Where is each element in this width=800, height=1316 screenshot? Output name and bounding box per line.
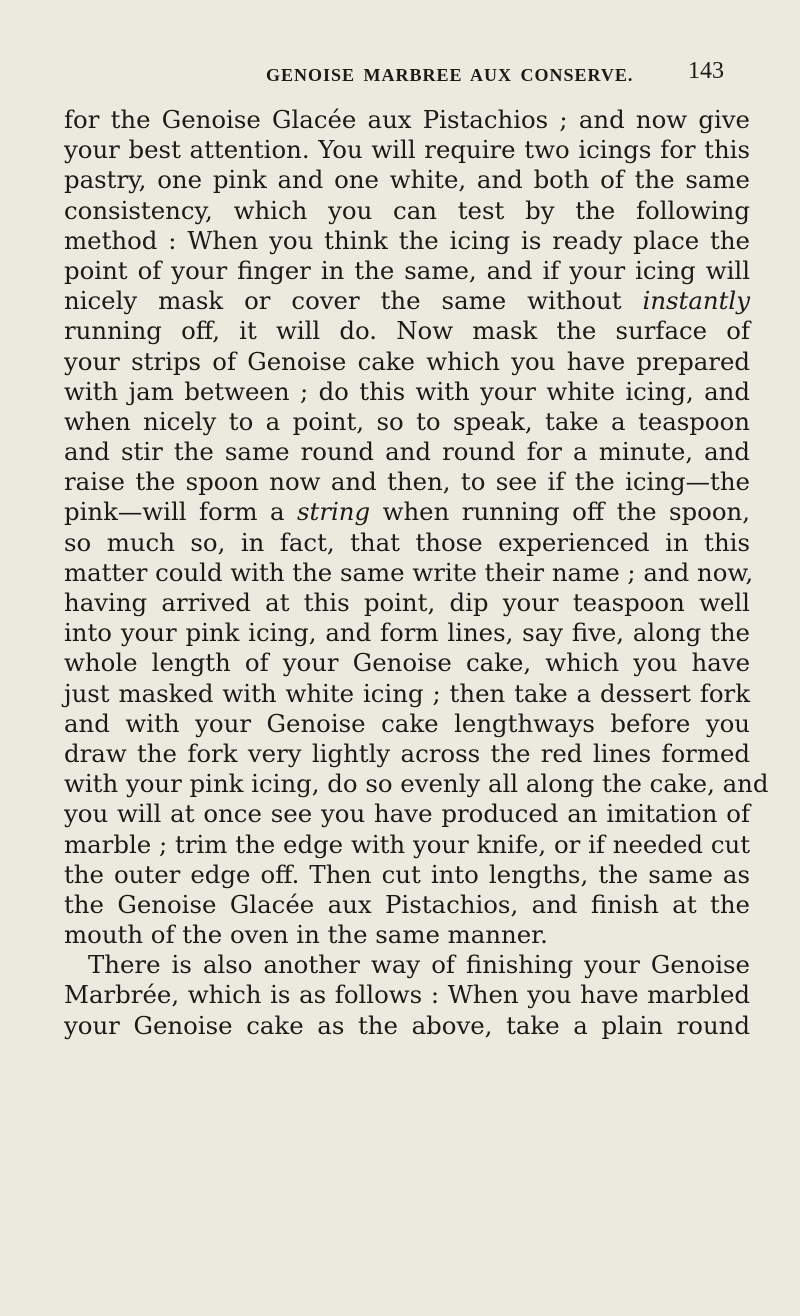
text-line: consistency, which you can test by the following — [64, 195, 750, 225]
text-line: point of your finger in the same, and if your icing will — [64, 255, 750, 285]
body-text — [64, 105, 769, 1041]
text-line: so much so, in fact, that those experienced in this — [64, 527, 750, 557]
text-fragment: pink—will form a — [64, 497, 285, 527]
text-line: There is also another way of finishing your Genoise — [88, 950, 750, 980]
text-line: Marbrée, which is as follows : When you have marbled — [64, 980, 750, 1010]
text-line — [64, 497, 750, 527]
text-line: mouth of the oven in the same manner. — [64, 920, 548, 950]
text-line: into your pink icing, and form lines, say five, along the — [64, 618, 750, 648]
italic-word: instantly — [642, 286, 750, 316]
page-number: 143 — [688, 58, 724, 84]
text-line: with jam between ; do this with your white icing, and — [64, 376, 750, 406]
text-fragment: nicely mask or cover the same without — [64, 286, 622, 316]
text-line: just masked with white icing ; then take a dessert fork — [64, 678, 750, 708]
text-line: method : When you think the icing is ready place the — [64, 225, 750, 255]
text-line: when nicely to a point, so to speak, take a teaspoon — [64, 406, 750, 436]
text-line — [64, 286, 750, 316]
text-line: your Genoise cake as the above, take a plain round — [64, 1010, 750, 1040]
text-line: your best attention. You will require two icings for this — [64, 135, 750, 165]
text-line: matter could with the same write their name ; and now, — [64, 557, 754, 587]
running-head — [0, 58, 800, 88]
text-line: for the Genoise Glacée aux Pistachios ; and now give — [64, 105, 750, 134]
text-fragment: when running off the spoon, — [382, 497, 750, 527]
text-line: draw the fork very lightly across the red lines formed — [64, 738, 750, 768]
text-line: you will at once see you have produced an imitation of — [64, 799, 750, 829]
text-line: pastry, one pink and one white, and both of the same — [64, 165, 750, 195]
text-line: the outer edge off. Then cut into lengths, the same as — [64, 859, 750, 889]
running-title: GENOISE MARBREE AUX CONSERVE. — [266, 65, 634, 85]
text-line: and with your Genoise cake lengthways before you — [64, 708, 750, 738]
text-line: marble ; trim the edge with your knife, or if needed cut — [64, 829, 750, 859]
italic-word: string — [297, 497, 371, 527]
text-line: running off, it will do. Now mask the surface of — [64, 316, 750, 346]
text-line: the Genoise Glacée aux Pistachios, and finish at the — [64, 889, 750, 919]
text-line: with your pink icing, do so evenly all along the cake, and — [64, 769, 769, 799]
text-line: whole length of your Genoise cake, which you have — [64, 648, 750, 678]
text-line: your strips of Genoise cake which you have prepared — [64, 346, 750, 376]
text-line: having arrived at this point, dip your teaspoon well — [64, 588, 750, 617]
text-line: raise the spoon now and then, to see if the icing—the — [64, 467, 750, 497]
text-line: and stir the same round and round for a minute, and — [64, 437, 750, 467]
